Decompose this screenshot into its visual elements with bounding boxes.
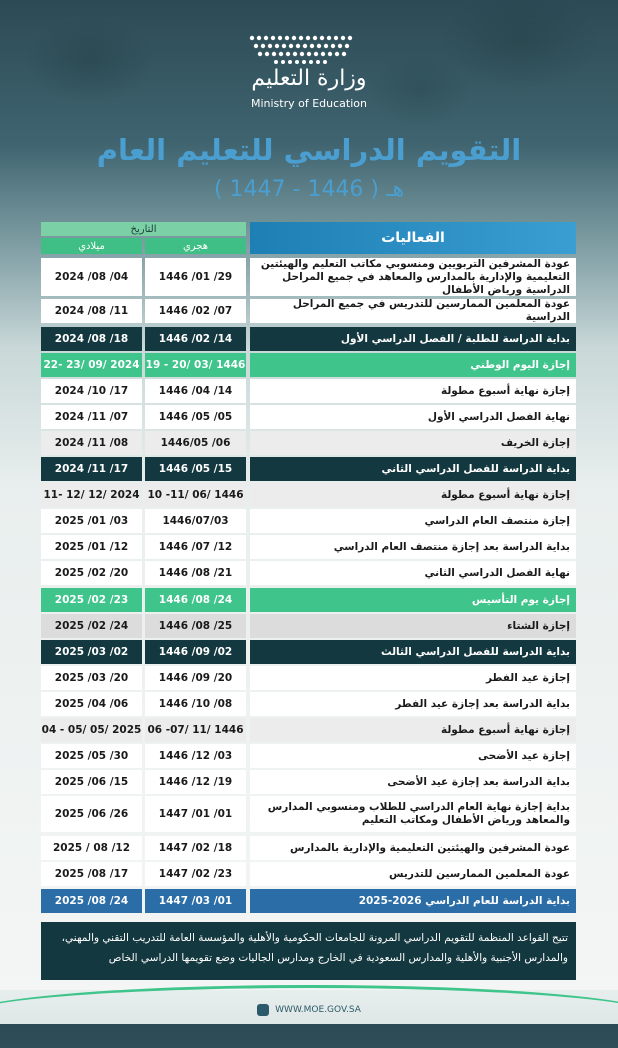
- event-cell: إجازة الخريف: [250, 431, 576, 455]
- event-cell: بداية الدراسة بعد إجازة عيد الأضحى: [250, 770, 576, 794]
- table-row: [41, 509, 576, 533]
- gregorian-date-cell: 2024 /10 /17: [41, 379, 142, 403]
- table-row: [41, 770, 576, 794]
- gregorian-date-cell: 2025 /06 /26: [41, 796, 142, 832]
- table-row: [41, 614, 576, 638]
- table-row: [41, 299, 576, 323]
- hijri-date-cell: 1447 /02 /18: [145, 836, 246, 860]
- table-row: [41, 796, 576, 832]
- event-cell: إجازة عيد الفطر: [250, 666, 576, 690]
- event-cell: إجازة نهاية أسبوع مطولة: [250, 483, 576, 507]
- hijri-date-cell: 1446/05 /06: [145, 431, 246, 455]
- hijri-date-cell: 1446 /02 /14: [145, 327, 246, 351]
- gregorian-date-cell: 2025 /01 /12: [41, 535, 142, 559]
- footer: [0, 1004, 618, 1016]
- table-row: [41, 836, 576, 860]
- event-cell: بداية الدراسة بعد إجازة عيد الفطر: [250, 692, 576, 716]
- hijri-date-cell: 1447 /03 /01: [145, 889, 246, 913]
- table-row: [41, 561, 576, 585]
- website-url[interactable]: WWW.MOE.GOV.SA: [275, 1005, 361, 1015]
- gregorian-date-cell: 2025 /05 /30: [41, 744, 142, 768]
- ministry-logo-icon: [246, 32, 356, 66]
- event-cell: بداية إجازة نهاية العام الدراسي للطلاب ومنسوبي المدارس والمعاهد ورياض الأطفال ومكاتب التعليم: [250, 796, 576, 832]
- column-header-date: التاريخ: [41, 222, 246, 236]
- event-cell: بداية الدراسة للفصل الدراسي الثالث: [250, 640, 576, 664]
- event-cell: إجازة منتصف العام الدراسي: [250, 509, 576, 533]
- event-cell: عودة المعلمين الممارسين للتدريس: [250, 862, 576, 886]
- event-cell: بداية الدراسة بعد إجازة منتصف العام الدراسي: [250, 535, 576, 559]
- event-cell: إجازة يوم التأسيس: [250, 588, 576, 612]
- gregorian-date-cell: 2025 /08 /17: [41, 862, 142, 886]
- table-row: [41, 666, 576, 690]
- table-row: [41, 744, 576, 768]
- event-cell: إجازة اليوم الوطني: [250, 353, 576, 377]
- table-row: [41, 692, 576, 716]
- gregorian-date-cell: 04 - 05/ 05/ 2025: [41, 718, 142, 742]
- table-row: [41, 889, 576, 913]
- table-row: [41, 640, 576, 664]
- gregorian-date-cell: 2025 / 08 /12: [41, 836, 142, 860]
- gregorian-date-cell: 2024 /11 /08: [41, 431, 142, 455]
- note-box: تتيح القواعد المنظمة للتقويم الدراسي المرونة للجامعات الحكومية والأهلية والمؤسسة العامة للتدريب التقني والمهني، والمدارس الأجنبية والأهلية والمدارس السعودية في الخارج ومدارس الجاليات وضع تقويمها الدراسي الخاص: [41, 922, 576, 980]
- table-row: [41, 862, 576, 886]
- ministry-name-arabic: وزارة التعليم: [251, 66, 367, 91]
- table-row: [41, 718, 576, 742]
- gregorian-date-cell: 22- 23/ 09/ 2024: [41, 353, 142, 377]
- table-row: [41, 431, 576, 455]
- hijri-date-cell: 1446 /12 /19: [145, 770, 246, 794]
- header: [0, 0, 618, 200]
- gregorian-date-cell: 2024 /11 /07: [41, 405, 142, 429]
- page-title: التقويم الدراسي للتعليم العام: [96, 133, 522, 167]
- hijri-date-cell: 1447 /02 /23: [145, 862, 246, 886]
- event-cell: بداية الدراسة للعام الدراسي 2026-2025: [250, 889, 576, 913]
- gregorian-date-cell: 2024 /08 /04: [41, 258, 142, 296]
- hijri-date-cell: 1446 /04 /14: [145, 379, 246, 403]
- table-row: [41, 535, 576, 559]
- page-subtitle: ( 1447 - 1446 ) هـ: [213, 177, 405, 202]
- table-row: [41, 327, 576, 351]
- gregorian-date-cell: 2025 /01 /03: [41, 509, 142, 533]
- table-row: [41, 457, 576, 481]
- hijri-date-cell: 1446 /09 /20: [145, 666, 246, 690]
- event-cell: بداية الدراسة للفصل الدراسي الثاني: [250, 457, 576, 481]
- hijri-date-cell: 10 -11/ 06/ 1446: [145, 483, 246, 507]
- hijri-date-cell: 1446 /01 /29: [145, 258, 246, 296]
- event-cell: نهاية الفصل الدراسي الأول: [250, 405, 576, 429]
- hijri-date-cell: 06 -07/ 11/ 1446: [145, 718, 246, 742]
- gregorian-date-cell: 2025 /04 /06: [41, 692, 142, 716]
- footer-arc: [0, 985, 618, 1048]
- table-row: [41, 588, 576, 612]
- event-cell: إجازة نهاية أسبوع مطولة: [250, 718, 576, 742]
- event-cell: بداية الدراسة للطلبة / الفصل الدراسي الأول: [250, 327, 576, 351]
- hijri-date-cell: 1446 /08 /25: [145, 614, 246, 638]
- gregorian-date-cell: 2025 /08 /24: [41, 889, 142, 913]
- hijri-date-cell: 19 - 20/ 03/ 1446: [145, 353, 246, 377]
- hijri-date-cell: 1447 /01 /01: [145, 796, 246, 832]
- table-row: [41, 483, 576, 507]
- gregorian-date-cell: 2024 /11 /17: [41, 457, 142, 481]
- hijri-date-cell: 1446 /05 /05: [145, 405, 246, 429]
- event-cell: عودة المشرفين التربويين ومنسوبي مكاتب التعليم والهيئتين التعليمية والإدارية بالمدارس والمعاهد في جميع المراحل الدراسية ورياض الأطفال: [250, 258, 576, 296]
- hijri-date-cell: 1446 /08 /21: [145, 561, 246, 585]
- event-cell: عودة المعلمين الممارسين للتدريس في جميع المراحل الدراسية: [250, 299, 576, 323]
- hijri-date-cell: 1446 /07 /12: [145, 535, 246, 559]
- column-header-hijri: هجري: [145, 238, 246, 254]
- gregorian-date-cell: 2025 /03 /20: [41, 666, 142, 690]
- event-cell: إجازة الشتاء: [250, 614, 576, 638]
- column-header-gregorian: ميلادي: [41, 238, 142, 254]
- hijri-date-cell: 1446 /10 /08: [145, 692, 246, 716]
- table-row: [41, 405, 576, 429]
- website-icon: [257, 1004, 269, 1016]
- gregorian-date-cell: 2024 /08 /11: [41, 299, 142, 323]
- event-cell: نهاية الفصل الدراسي الثاني: [250, 561, 576, 585]
- gregorian-date-cell: 2025 /02 /24: [41, 614, 142, 638]
- hijri-date-cell: 1446 /02 /07: [145, 299, 246, 323]
- gregorian-date-cell: 2025 /03 /02: [41, 640, 142, 664]
- table-row: [41, 258, 576, 296]
- gregorian-date-cell: 2025 /02 /23: [41, 588, 142, 612]
- hijri-date-cell: 1446 /12 /03: [145, 744, 246, 768]
- gregorian-date-cell: 11- 12/ 12/ 2024: [41, 483, 142, 507]
- hijri-date-cell: 1446 /05 /15: [145, 457, 246, 481]
- table-row: [41, 353, 576, 377]
- gregorian-date-cell: 2024 /08 /18: [41, 327, 142, 351]
- event-cell: عودة المشرفين والهيئتين التعليمية والإدارية بالمدارس: [250, 836, 576, 860]
- gregorian-date-cell: 2025 /06 /15: [41, 770, 142, 794]
- hijri-date-cell: 1446 /08 /24: [145, 588, 246, 612]
- hijri-date-cell: 1446/07/03: [145, 509, 246, 533]
- ministry-name-english: Ministry of Education: [250, 97, 367, 110]
- event-cell: إجازة عيد الأضحى: [250, 744, 576, 768]
- table-row: [41, 379, 576, 403]
- event-cell: إجازة نهاية أسبوع مطولة: [250, 379, 576, 403]
- column-header-events: الفعاليات: [250, 222, 576, 254]
- gregorian-date-cell: 2025 /02 /20: [41, 561, 142, 585]
- hijri-date-cell: 1446 /09 /02: [145, 640, 246, 664]
